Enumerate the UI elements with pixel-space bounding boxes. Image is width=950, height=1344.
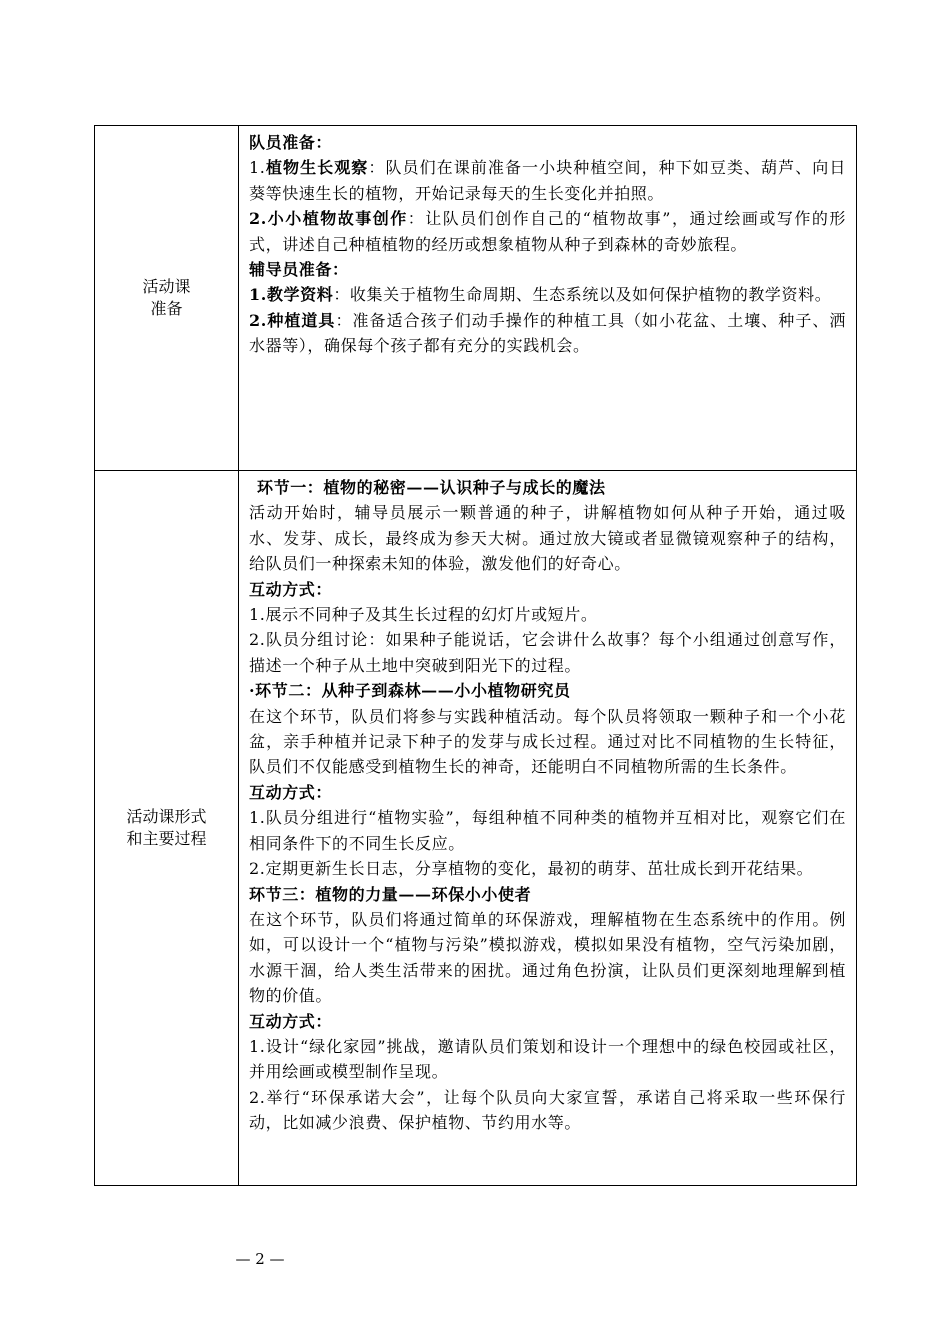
section-1-text: 活动开始时，辅导员展示一颗普通的种子，讲解植物如何从种子开始，通过吸水、发芽、成长，最终成为参天大树。通过放大镜或者显微镜观察种子的结构，给队员们一种探索未知的体验，激发他们的好奇心。 <box>249 503 846 574</box>
page-number: — 2 — <box>235 1250 285 1268</box>
interaction-1-item-2: 2.队员分组讨论：如果种子能说话，它会讲什么故事？每个小组通过创意写作，描述一个种子从土地中突破到阳光下的过程。 <box>249 630 846 675</box>
interaction-2-title: 互动方式： <box>249 782 333 802</box>
section-3-text: 在这个环节，队员们将通过简单的环保游戏，理解植物在生态系统中的作用。例如，可以设计一个“植物与污染”模拟游戏，模拟如果没有植物，空气污染加剧，水源干涸，给人类生活带来的困扰。通过角色扮演，让队员们更深刻地理解到植物的价值。 <box>249 909 846 1006</box>
interaction-3-item-2: 2.举行“环保承诺大会”，让每个队员向大家宣誓，承诺自己将采取一些环保行动，比如减少浪费、保护植物、节约用水等。 <box>249 1087 846 1133</box>
member-prep-title: 队员准备： <box>249 133 333 152</box>
section-2-title: ·环节二：从种子到森林——小小植物研究员 <box>249 681 571 701</box>
item-number: 1. <box>249 158 266 178</box>
section-3-title: 环节三：植物的力量——环保小小使者 <box>249 884 532 904</box>
row-label-process <box>95 471 239 1186</box>
activity-table <box>94 125 857 1186</box>
section-1-title: 环节一：植物的秘密——认识种子与成长的魔法 <box>257 478 606 497</box>
item-title: 2.小小植物故事创作 <box>249 209 408 229</box>
table-row-preparation <box>95 126 857 471</box>
process-content <box>239 471 857 1186</box>
row-label-preparation <box>95 126 239 471</box>
tutor-prep-title: 辅导员准备： <box>249 260 349 280</box>
item-title: 1.教学资料 <box>249 285 334 305</box>
item-text: ：让队员们创作自己的“植物故事”，通过绘画或写作的形式，讲述自己种植植物的经历或想象植物从种子到森林的奇妙旅程。 <box>249 209 846 254</box>
interaction-2-item-1: 1.队员分组进行“植物实验”，每组种植不同种类的植物并互相对比，观察它们在相同条件下的不同生长反应。 <box>249 808 846 853</box>
member-prep-item-1 <box>249 155 846 206</box>
tutor-prep-item-2 <box>249 308 846 359</box>
preparation-content <box>239 126 857 471</box>
row-label-line: 活动课 <box>142 277 191 296</box>
member-prep-item-2 <box>249 206 846 257</box>
item-text: ：队员们在课前准备一小块种植空间，种下如豆类、葫芦、向日葵等快速生长的植物，开始记录每天的生长变化并拍照。 <box>249 158 846 203</box>
interaction-1-title: 互动方式： <box>249 579 333 599</box>
row-label-line: 和主要过程 <box>126 829 207 848</box>
row-label-line: 准备 <box>150 299 183 318</box>
row-label-line: 活动课形式 <box>126 807 207 826</box>
item-text: ：收集关于植物生命周期、生态系统以及如何保护植物的教学资料。 <box>333 285 832 305</box>
item-title: 2.种植道具 <box>249 310 336 330</box>
section-2-text: 在这个环节，队员们将参与实践种植活动。每个队员将领取一颗种子和一个小花盆，亲手种植并记录下种子的发芽与成长过程。通过对比不同植物的生长特征，队员们不仅能感受到植物生长的神奇，还能明白不同植物所需的生长条件。 <box>249 706 846 777</box>
interaction-3-item-1: 1.设计“绿化家园”挑战，邀请队员们策划和设计一个理想中的绿色校园或社区，并用绘画或模型制作呈现。 <box>249 1036 846 1082</box>
item-title: 植物生长观察 <box>265 158 369 178</box>
interaction-2-item-2: 2.定期更新生长日志，分享植物的变化，最初的萌芽、茁壮成长到开花结果。 <box>249 859 814 879</box>
table-row-process <box>95 471 857 1186</box>
interaction-3-title: 互动方式： <box>249 1011 333 1031</box>
tutor-prep-item-1 <box>249 282 846 307</box>
interaction-1-item-1: 1.展示不同种子及其生长过程的幻灯片或短片。 <box>249 605 598 625</box>
item-text: ：准备适合孩子们动手操作的种植工具（如小花盆、土壤、种子、洒水器等），确保每个孩子都有充分的实践机会。 <box>249 310 846 356</box>
